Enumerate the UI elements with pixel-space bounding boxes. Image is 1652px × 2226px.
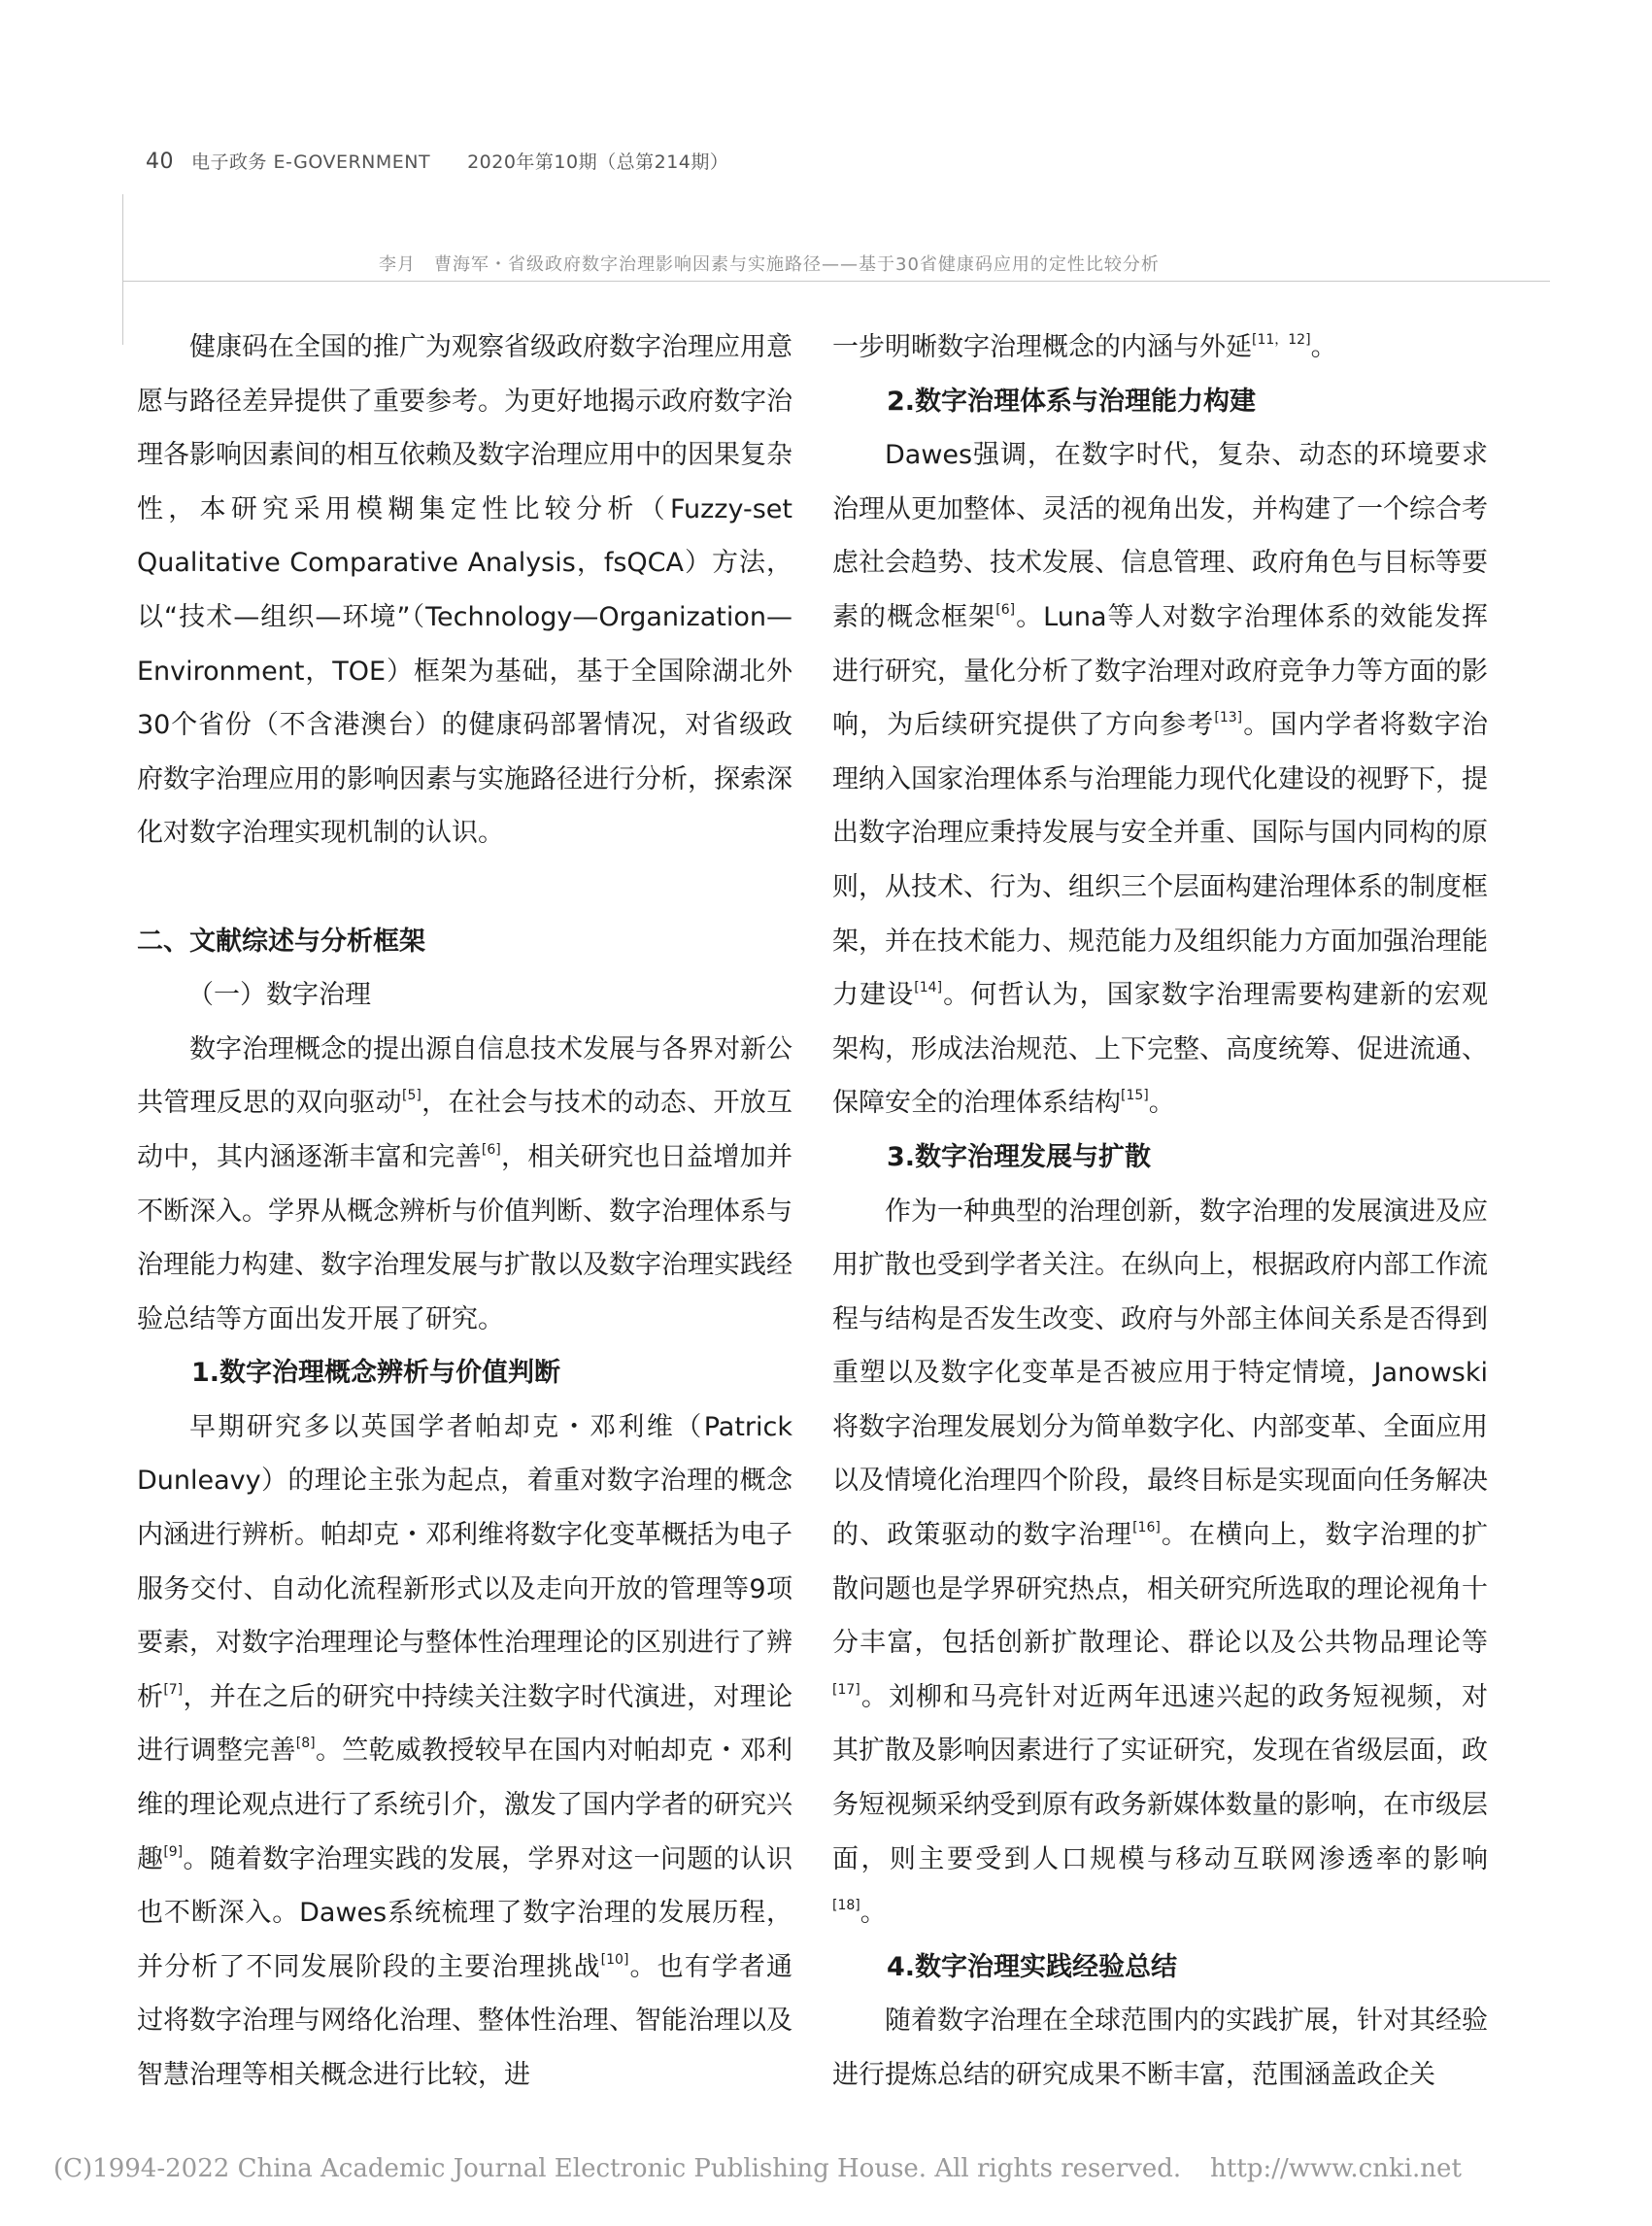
citation: [17]: [832, 1681, 860, 1698]
page-number: 40: [146, 150, 174, 174]
header-vertical-rule: [122, 194, 123, 345]
citation: [9]: [163, 1843, 184, 1860]
citation: [6]: [481, 1141, 501, 1158]
page-header: [146, 148, 728, 174]
paragraph: 一步明晰数字治理概念的内涵与外延[11，12]。: [832, 332, 1337, 362]
subsection-heading: （一）数字治理: [187, 980, 371, 1011]
header-rule: [122, 281, 1550, 282]
subheading: 1.数字治理概念辨析与价值判断: [191, 1358, 561, 1389]
paragraph: 数字治理概念的提出源自信息技术发展与各界对新公共管理反思的双向驱动[5]，在社会与技术的动态、开放互动中，其内涵逐渐丰富和完善[6]，相关研究也日益增加并不断深入。学界从概念辨析与价值判断、数字治理体系与治理能力构建、数字治理发展与扩散以及数字治理实践经验总结等方面出发开展了研究。: [137, 1033, 793, 1334]
running-title: 李月 曹海军・省级政府数字治理影响因素与实施路径——基于30省健康码应用的定性比较分析: [379, 254, 1160, 275]
paragraph: 早期研究多以英国学者帕却克・邓利维（Patrick Dunleavy）的理论主张为起点，着重对数字治理的概念内涵进行辨析。帕却克・邓利维将数字化变革概括为电子服务交付、自动化流程新形式以及走向开放的管理等9项要素，对数字治理理论与整体性治理理论的区别进行了辨析[7]，并在之后的研究中持续关注数字时代演进，对理论进行调整完善[8]。竺乾威教授较早在国内对帕却克・邓利维的理论观点进行了系统引介，激发了国内学者的研究兴趣[9]。随着数字治理实践的发展，学界对这一问题的认识也不断深入。Dawes系统梳理了数字治理的发展历程，并分析了不同发展阶段的主要治理挑战[10]。也有学者通过将数字治理与网络化治理、整体性治理、智能治理以及智慧治理等相关概念进行比较，进: [137, 1411, 793, 2090]
citation: [6]: [995, 601, 1016, 618]
citation: [7]: [163, 1681, 184, 1698]
citation: [11，12]: [1252, 332, 1311, 348]
spacer: [137, 860, 792, 915]
citation: [15]: [1121, 1088, 1149, 1104]
paragraph: 作为一种典型的治理创新，数字治理的发展演进及应用扩散也受到学者关注。在纵向上，根据政府内部工作流程与结构是否发生改变、政府与外部主体间关系是否得到重塑以及数字化变革是否被应用于特定情境，Janowski将数字治理发展划分为简单数字化、内部变革、全面应用以及情境化治理四个阶段，最终目标是实现面向任务解决的、政策驱动的数字治理[16]。在横向上，数字治理的扩散问题也是学界研究热点，相关研究所选取的理论视角十分丰富，包括创新扩散理论、群论以及公共物品理论等[17]。刘柳和马亮针对近两年迅速兴起的政务短视频，对其扩散及影响因素进行了实证研究，发现在省级层面，政务短视频采纳受到原有政务新媒体数量的影响，在市级层面，则主要受到人口规模与移动互联网渗透率的影响[18]。: [832, 1196, 1489, 1929]
citation: [18]: [832, 1898, 860, 1914]
left-column: [137, 320, 792, 2103]
section-heading: 二、文献综述与分析框架: [137, 926, 425, 957]
copyright-footer: [53, 2154, 1462, 2183]
copyright-text: (C)1994-2022 China Academic Journal Electronic Publishing House. All rights reserved.: [53, 2154, 1182, 2183]
citation: [10]: [600, 1951, 629, 1968]
citation: [5]: [401, 1088, 421, 1104]
citation: [16]: [1132, 1520, 1161, 1536]
journal-name: 电子政务 E-GOVERNMENT: [191, 152, 431, 173]
citation: [8]: [295, 1736, 316, 1752]
subheading: 4.数字治理实践经验总结: [887, 1951, 1178, 1982]
right-column: [832, 320, 1488, 2103]
citation: [14]: [914, 980, 943, 996]
paragraph: 健康码在全国的推广为观察省级政府数字治理应用意愿与路径差异提供了重要参考。为更好地揭示政府数字治理各影响因素间的相互依赖及数字治理应用中的因果复杂性，本研究采用模糊集定性比较分析（Fuzzy-set Qualitative Comparative Analysis，fsQCA）方法，以“技术—组织—环境”（Technology—Organization—Environment，TOE）框架为基础，基于全国除湖北外30个省份（不含港澳台）的健康码部署情况，对省级政府数字治理应用的影响因素与实施路径进行分析，探索深化对数字治理实现机制的认识。: [137, 332, 792, 849]
paragraph: 随着数字治理在全球范围内的实践扩展，针对其经验进行提炼总结的研究成果不断丰富，范围涵盖政企关: [832, 2006, 1488, 2090]
citation: [13]: [1214, 710, 1243, 726]
subheading: 3.数字治理发展与扩散: [887, 1141, 1152, 1172]
issue-info: 2020年第10期（总第214期）: [467, 152, 729, 173]
paragraph: Dawes强调，在数字时代，复杂、动态的环境要求治理从更加整体、灵活的视角出发，并构建了一个综合考虑社会趋势、技术发展、信息管理、政府角色与目标等要素的概念框架[6]。Luna等人对数字治理体系的效能发挥进行研究，量化分析了数字治理对政府竞争力等方面的影响，为后续研究提供了方向参考[13]。国内学者将数字治理纳入国家治理体系与治理能力现代化建设的视野下，提出数字治理应秉持发展与安全并重、国际与国内同构的原则，从技术、行为、组织三个层面构建治理体系的制度框架，并在技术能力、规范能力及组织能力方面加强治理能力建设[14]。何哲认为，国家数字治理需要构建新的宏观架构，形成法治规范、上下完整、高度统筹、促进流通、保障安全的治理体系结构[15]。: [832, 440, 1489, 1119]
subheading: 2.数字治理体系与治理能力构建: [887, 386, 1257, 417]
cnki-url: http://www.cnki.net: [1210, 2154, 1462, 2183]
